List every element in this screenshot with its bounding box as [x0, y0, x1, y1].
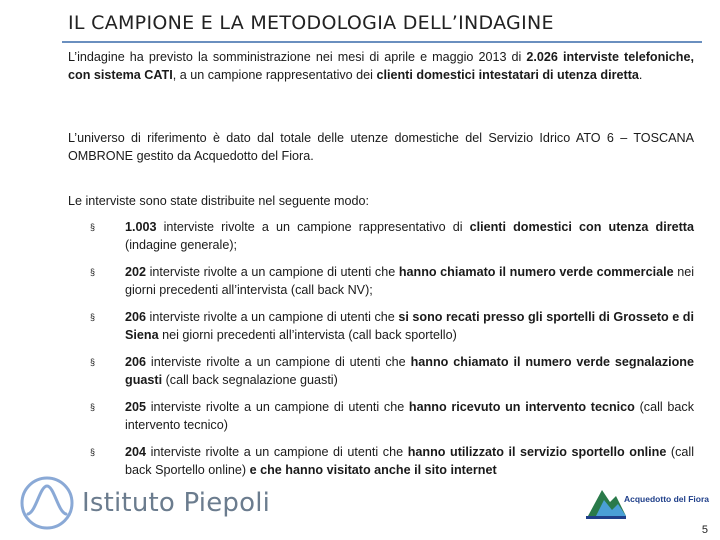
item-count: 205: [125, 400, 147, 414]
intro-text-3: .: [638, 68, 643, 82]
item-bold: hanno chiamato il numero verde segnalazione guasti: [125, 355, 694, 387]
item-text: interviste rivolte a un campione di utenti che: [146, 355, 411, 369]
bullet-marker: §: [90, 447, 96, 457]
item-count: 206: [125, 310, 147, 324]
page-number: 5: [701, 524, 708, 536]
item-text: interviste rivolte a un campione di utenti che: [146, 445, 408, 459]
item-count: 1.003: [125, 220, 157, 234]
intro-bold-1: 2.026 interviste telefoniche, con sistema CATI: [68, 50, 694, 82]
page-title: IL CAMPIONE E LA METODOLOGIA DELL’INDAGINE: [68, 12, 554, 34]
item-count: 206: [125, 355, 147, 369]
item-bold: si sono recati presso gli sportelli di Grosseto e di Siena: [125, 310, 694, 342]
bullet-marker: §: [90, 222, 96, 232]
list-item: [90, 218, 694, 254]
item-count: 204: [125, 445, 147, 459]
list-item: [90, 353, 694, 389]
paragraph-universe: L’universo di riferimento è dato dal totale delle utenze domestiche del Servizio Idrico ATO 6 – TOSCANA OMBRONE gestito da Acquedotto del Fiora.: [68, 131, 694, 163]
paragraph-distribution: Le interviste sono state distribuite nel seguente modo:: [68, 194, 370, 208]
item-text-end: (call back Sportello online): [125, 445, 695, 477]
piepoli-logo-icon: [18, 474, 76, 532]
item-text-end: (call back segnalazione guasti): [162, 373, 338, 387]
item-text: interviste rivolte a un campione di utenti che: [146, 310, 399, 324]
interview-list: [90, 218, 694, 488]
intro-bold-2: clienti domestici intestatari di utenza diretta: [376, 68, 639, 82]
fiora-logo-text: Acquedotto del Fiora: [624, 494, 709, 504]
istituto-piepoli-logo: [18, 474, 270, 532]
list-item: [90, 308, 694, 344]
item-text-end: nei giorni precedenti all’intervista (call back NV);: [125, 265, 695, 297]
list-item: [90, 398, 694, 434]
piepoli-logo-text: Istituto Piepoli: [82, 488, 271, 518]
bullet-marker: §: [90, 267, 96, 277]
item-text-end: (call back intervento tecnico): [125, 400, 694, 432]
mountain-logo-icon: [586, 484, 626, 520]
item-bold: hanno utilizzato il servizio sportello online: [407, 445, 667, 459]
item-bold: hanno ricevuto un intervento tecnico: [408, 400, 635, 414]
title-underline: [62, 41, 702, 43]
bullet-marker: §: [90, 402, 96, 412]
item-text: interviste rivolte a un campione di utenti che: [146, 265, 399, 279]
intro-text-2: , a un campione rappresentativo dei: [172, 68, 377, 82]
item-text-end: nei giorni precedenti all’intervista (call back sportello): [158, 328, 457, 342]
item-text-end: (indagine generale);: [125, 238, 238, 252]
intro-text-1: L’indagine ha previsto la somministrazione nei mesi di aprile e maggio 2013 di: [68, 50, 527, 64]
paragraph-intro: [68, 48, 694, 84]
item-bold-end: e che hanno visitato anche il sito internet: [249, 463, 497, 477]
bullet-marker: §: [90, 357, 96, 367]
list-item: [90, 263, 694, 299]
item-bold: clienti domestici con utenza diretta: [469, 220, 694, 234]
item-text: interviste rivolte a un campione rappresentativo di: [156, 220, 470, 234]
acquedotto-del-fiora-logo: [586, 484, 716, 520]
item-bold: hanno chiamato il numero verde commerciale: [398, 265, 674, 279]
item-count: 202: [125, 265, 147, 279]
item-text: interviste rivolte a un campione di utenti che: [146, 400, 409, 414]
bullet-marker: §: [90, 312, 96, 322]
